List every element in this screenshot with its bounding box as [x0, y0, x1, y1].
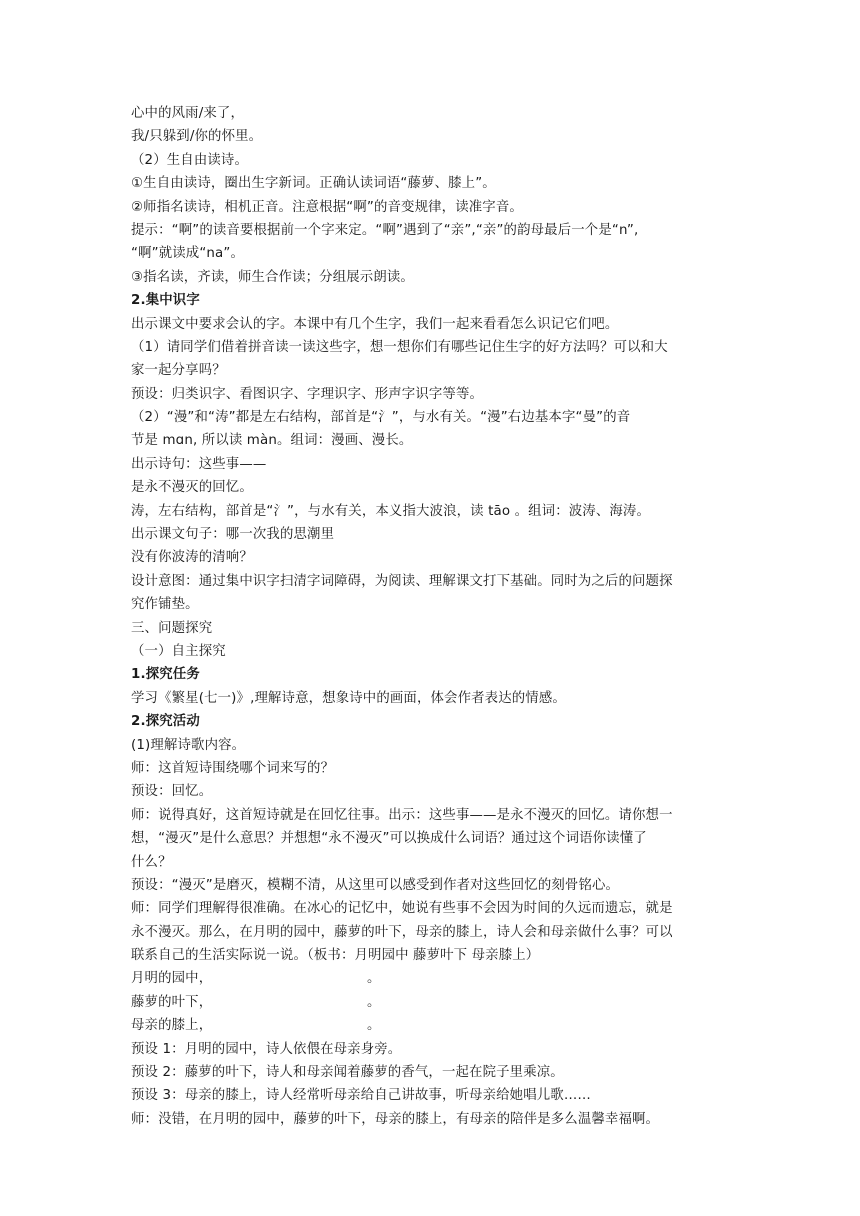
text-line: 是永不漫灭的回忆。	[131, 480, 253, 496]
section-heading: 2.集中识字	[131, 293, 200, 309]
text-line: 出示诗句：这些事——	[131, 456, 267, 472]
text-line: 什么？	[131, 854, 172, 870]
text-line: 究作铺垫。	[131, 597, 199, 613]
fill-blank-end: 。	[367, 971, 381, 987]
text-line: 我/只躲到/你的怀里。	[131, 129, 263, 145]
text-line: （2）“漫”和“涛”都是左右结构，部首是“氵”，与水有关。“漫”右边基本字“曼”的音	[131, 410, 631, 426]
text-line: ③指名读，齐读，师生合作读；分组展示朗读。	[131, 269, 414, 285]
text-line: 预设 3：母亲的膝上，诗人经常听母亲给自己讲故事，听母亲给她唱儿歌……	[131, 1088, 591, 1104]
text-line: ②师指名读诗，相机正音。注意根据“啊”的音变规律，读准字音。	[131, 199, 523, 215]
fill-blank-end: 。	[367, 994, 381, 1010]
fill-blank-line	[131, 1014, 731, 1037]
text-line: 想，“漫灭”是什么意思？并想想“永不漫灭”可以换成什么词语？通过这个词语你读懂了	[131, 831, 647, 847]
text-line: ①生自由读诗，圈出生字新词。正确认读词语“藤萝、膝上”。	[131, 176, 496, 192]
fill-blank-label: 藤萝的叶下，	[131, 994, 213, 1010]
text-line: 联系自己的生活实际说一说。（板书：月明园中 藤萝叶下 母亲膝上）	[131, 948, 540, 964]
section-heading: 三、问题探究	[131, 620, 213, 636]
section-heading: 1.探究任务	[131, 667, 200, 683]
text-line: 家一起分享吗？	[131, 363, 226, 379]
fill-blank-label: 月明的园中，	[131, 971, 213, 987]
text-line: （1）请同学们借着拼音读一读这些字，想一想你们有哪些记住生字的好方法吗？可以和大	[131, 339, 668, 355]
text-line: “啊”就读成“na”。	[131, 246, 245, 262]
text-line: 出示课文句子：哪一次我的思潮里	[131, 527, 335, 543]
text-line: 提示：“啊”的读音要根据前一个字来定。“啊”遇到了“亲”,“亲”的韵母最后一个是“n”,	[131, 222, 639, 238]
text-line: 永不漫灭。那么，在月明的园中，藤萝的叶下，母亲的膝上，诗人会和母亲做什么事？可以	[131, 924, 673, 940]
text-line: 设计意图：通过集中识字扫清字词障碍，为阅读、理解课文打下基础。同时为之后的问题探	[131, 573, 673, 589]
text-line: 师：没错，在月明的园中，藤萝的叶下，母亲的膝上，有母亲的陪伴是多么温馨幸福啊。	[131, 1111, 660, 1127]
text-line: 涛，左右结构，部首是“氵”，与水有关，本义指大波浪，读 tāo 。组词：波涛、海涛。	[131, 503, 651, 519]
text-line: 没有你波涛的清响？	[131, 550, 253, 566]
text-line: 出示课文中要求会认的字。本课中有几个生字，我们一起来看看怎么识记它们吧。	[131, 316, 619, 332]
subsection-heading: （一）自主探究	[131, 643, 226, 659]
text-line: 预设：归类识字、看图识字、字理识字、形声字识字等等。	[131, 386, 484, 402]
fill-blank-label: 母亲的膝上，	[131, 1018, 213, 1034]
text-line: 预设 2：藤萝的叶下，诗人和母亲闻着藤萝的香气，一起在院子里乘凉。	[131, 1065, 564, 1081]
fill-blank-line	[131, 967, 731, 990]
text-line: 师：同学们理解得很准确。在冰心的记忆中，她说有些事不会因为时间的久远而遗忘，就是	[131, 901, 673, 917]
fill-blank-end: 。	[367, 1018, 381, 1034]
text-line: 师：说得真好，这首短诗就是在回忆往事。出示：这些事——是永不漫灭的回忆。请你想一	[131, 807, 673, 823]
fill-blank-line	[131, 991, 731, 1014]
text-line: (1)理解诗歌内容。	[131, 737, 246, 753]
text-line: 师：这首短诗围绕哪个词来写的？	[131, 760, 335, 776]
text-line: 预设 1：月明的园中，诗人依偎在母亲身旁。	[131, 1041, 402, 1057]
text-line: 学习《繁星(七一)》,理解诗意，想象诗中的画面，体会作者表达的情感。	[131, 690, 566, 706]
document-body	[131, 102, 731, 1131]
text-line: 预设：回忆。	[131, 784, 213, 800]
text-line: 节是 mɑn, 所以读 màn。组词：漫画、漫长。	[131, 433, 413, 449]
text-line: （2）生自由读诗。	[131, 152, 248, 168]
text-line: 预设：“漫灭”是磨灭，模糊不清，从这里可以感受到作者对这些回忆的刻骨铭心。	[131, 877, 620, 893]
text-line: 心中的风雨/来了，	[131, 106, 244, 121]
section-heading: 2.探究活动	[131, 714, 200, 730]
